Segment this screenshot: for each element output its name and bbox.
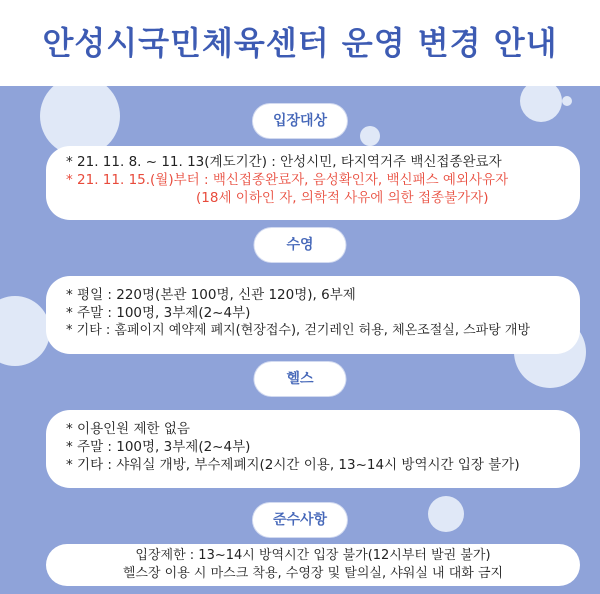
section-label-rules: 준수사항 xyxy=(253,503,347,537)
gym-panel xyxy=(46,410,580,488)
gym-line-2: * 주말 : 100명, 3부제(2~4부) xyxy=(66,439,251,455)
swim-panel xyxy=(46,276,580,354)
page-title: 안성시국민체육센터 운영 변경 안내 xyxy=(42,24,558,62)
entry-line-2: * 21. 11. 15.(월)부터 : 백신접종완료자, 음성확인자, 백신패스 예외사유자 xyxy=(66,172,509,188)
rules-line-2: 헬스장 이용 시 마스크 착용, 수영장 및 탈의실, 샤워실 내 대화 금지 xyxy=(122,566,504,581)
section-label-swim: 수영 xyxy=(254,228,345,262)
bubble-decoration xyxy=(520,86,562,122)
swim-line-1: * 평일 : 220명(본관 100명, 신관 120명), 6부제 xyxy=(66,287,356,303)
section-label-gym: 헬스 xyxy=(254,362,345,396)
entry-line-1: * 21. 11. 8. ~ 11. 13(계도기간) : 안성시민, 타지역거주 백신접종완료자 xyxy=(66,154,502,170)
entry-line-3: (18세 이하인 자, 의학적 사유에 의한 접종불가자) xyxy=(196,190,489,206)
bubble-decoration xyxy=(428,496,464,532)
entry-panel xyxy=(46,146,580,220)
swim-line-3: * 기타 : 홈페이지 예약제 폐지(현장접수), 걷기레인 허용, 체온조절실, 스파탕 개방 xyxy=(66,323,531,338)
bubble-decoration xyxy=(360,126,380,146)
swim-line-2: * 주말 : 100명, 3부제(2~4부) xyxy=(66,305,251,321)
bubble-decoration xyxy=(562,96,572,106)
rules-panel xyxy=(46,544,580,586)
gym-line-1: * 이용인원 제한 없음 xyxy=(66,421,190,437)
gym-line-3: * 기타 : 샤워실 개방, 부수제폐지(2시간 이용, 13~14시 방역시간 입장 불가) xyxy=(66,457,520,473)
rules-line-1: 입장제한 : 13~14시 방역시간 입장 불가(12시부터 발권 불가) xyxy=(135,548,491,563)
section-label-entry: 입장대상 xyxy=(253,104,347,138)
bubble-decoration xyxy=(0,296,50,366)
